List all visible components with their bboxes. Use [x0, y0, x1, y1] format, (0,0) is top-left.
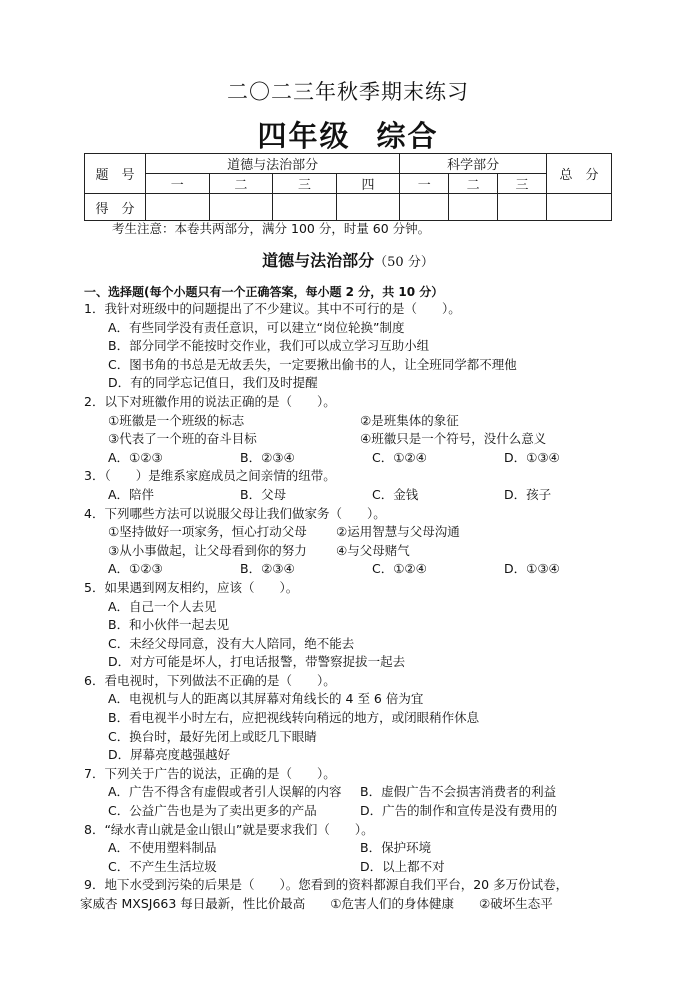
- option-row: [84, 486, 644, 505]
- section-title-text: 道德与法治部分: [262, 251, 375, 270]
- option: B．父母: [240, 486, 287, 502]
- statement: ①班徽是一个班级的标志: [108, 412, 245, 428]
- option: A．①②③: [108, 561, 163, 577]
- subject-label: 综合: [376, 119, 439, 153]
- exam-title: 二〇二三年秋季期末练习: [227, 80, 469, 104]
- statement-row: [84, 542, 644, 561]
- score-col-moral-3: 三: [273, 174, 337, 194]
- notice-label: 考生注意：: [112, 221, 175, 236]
- option: B．②③④: [240, 449, 295, 465]
- score-col-moral-1: 一: [146, 174, 210, 194]
- statement: ①坚持做好一项家务，恒心打动父母: [108, 524, 307, 540]
- option: C．公益广告也是为了卖出更多的产品: [108, 803, 317, 819]
- option: A．自己一个人去见: [108, 598, 217, 614]
- option: B．②③④: [240, 561, 295, 577]
- option-row: [84, 839, 644, 858]
- option: D．对方可能是坏人，打电话报警，带警察捉拔一起去: [108, 654, 406, 670]
- statement: ④班徽只是一个符号，没什么意义: [360, 431, 547, 447]
- question-stem: 8．“绿水青山就是金山银山”就是要求我们（ ）。: [84, 821, 374, 837]
- section-points: （50 分）: [374, 255, 434, 270]
- option: B．看电视半小时左右，应把视线转向稍远的地方，或闭眼稍作休息: [108, 710, 480, 726]
- score-col-moral-4: 四: [336, 174, 400, 194]
- question-stem: 7．下列关于广告的说法，正确的是（ ）。: [84, 765, 336, 781]
- option: C．金钱: [372, 486, 419, 502]
- statement: ③从小事做起，让父母看到你的努力: [108, 542, 307, 558]
- score-col-science-1: 一: [400, 174, 449, 194]
- score-col-science-2: 二: [449, 174, 498, 194]
- option: C．①②④: [372, 561, 427, 577]
- exam-subtitle: [0, 114, 696, 155]
- exam-notice: [112, 219, 430, 237]
- grade-label: 四年级: [257, 119, 351, 153]
- option: B．和小伙伴一起去见: [108, 617, 230, 633]
- option-row: [84, 802, 644, 821]
- option: D．①③④: [504, 449, 560, 465]
- question-continuation: 家威杏 MXSJ663 每日最新，性比价最高 ①危害人们的身体健康 ②破坏生态平: [80, 896, 553, 911]
- option: D．有的同学忘记值日，我们及时提醒: [108, 375, 318, 391]
- question-stem: 3．（ ）是维系家庭成员之间亲情的纽带。: [84, 468, 336, 484]
- score-cell[interactable]: [209, 194, 273, 221]
- score-cell[interactable]: [273, 194, 337, 221]
- question-stem: 2．以下对班徽作用的说法正确的是（ ）。: [84, 393, 336, 409]
- statement: ③代表了一个班的奋斗目标: [108, 431, 257, 447]
- score-cell[interactable]: [498, 194, 547, 221]
- option-row: [84, 449, 644, 468]
- score-cell[interactable]: [400, 194, 449, 221]
- question-stem: 4．下列哪些方法可以说服父母让我们做家务（ ）。: [84, 505, 386, 521]
- score-cell[interactable]: [336, 194, 400, 221]
- notice-text: 本卷共两部分，满分 100 分，时量 60 分钟。: [174, 221, 431, 236]
- option: D．孩子: [504, 486, 552, 502]
- option-row: [84, 783, 644, 802]
- option: C．换台时，最好先闭上或眨几下眼睛: [108, 728, 317, 744]
- statement: ②运用智慧与父母沟通: [336, 524, 460, 540]
- option: A．①②③: [108, 449, 163, 465]
- statement-row: [84, 430, 644, 449]
- option: A．广告不得含有虚假或者引人误解的内容: [108, 784, 342, 800]
- statement: ②是班集体的象征: [360, 412, 459, 428]
- question-stem: 9．地下水受到污染的后果是（ ）。您看到的资料都源自我们平台，20 多万份试卷，: [84, 877, 569, 893]
- score-col-science-3: 三: [498, 174, 547, 194]
- option: B．虚假广告不会损害消费者的利益: [360, 784, 557, 800]
- section-title: [0, 248, 696, 271]
- statement: ④与父母赌气: [336, 542, 410, 558]
- question-stem: 1．我针对班级中的问题提出了不少建议。其中不可行的是（ ）。: [84, 301, 461, 316]
- option: C．图书角的书总是无故丢失，一定要揪出偷书的人，让全班同学都不理他: [108, 356, 517, 372]
- score-table-group-moral: 道德与法治部分: [146, 154, 400, 174]
- score-row-label: 得 分: [85, 194, 146, 221]
- option: C．①②④: [372, 449, 427, 465]
- option: A．电视机与人的距离以其屏幕对角线长的 4 至 6 倍为宜: [108, 691, 424, 707]
- question-stem: 5．如果遇到网友相约，应该（ ）。: [84, 579, 299, 595]
- option: A．有些同学没有责任意识，可以建立“岗位轮换”制度: [108, 319, 405, 335]
- option: B．部分同学不能按时交作业，我们可以成立学习互助小组: [108, 338, 430, 354]
- statement-row: [84, 412, 644, 431]
- score-table-total: 总 分: [547, 154, 612, 194]
- option: B．保护环境: [360, 840, 432, 856]
- option: D．以上都不对: [360, 858, 445, 874]
- score-table-header-label: 题 号: [85, 154, 146, 194]
- option: C．不产生生活垃圾: [108, 858, 217, 874]
- score-table: [84, 153, 612, 221]
- option: D．屏幕亮度越强越好: [108, 747, 231, 763]
- score-cell-total[interactable]: [547, 194, 612, 221]
- option: A．不使用塑料制品: [108, 840, 217, 856]
- score-cell[interactable]: [449, 194, 498, 221]
- option: D．①③④: [504, 561, 560, 577]
- score-col-moral-2: 二: [209, 174, 273, 194]
- question-stem: 6．看电视时，下列做法不正确的是（ ）。: [84, 672, 336, 688]
- option: C．未经父母同意，没有大人陪同，绝不能去: [108, 635, 355, 651]
- option-row: [84, 560, 644, 579]
- option: D．广告的制作和宣传是没有费用的: [360, 803, 558, 819]
- score-table-group-science: 科学部分: [400, 154, 547, 174]
- score-cell[interactable]: [146, 194, 210, 221]
- option-row: [84, 858, 644, 877]
- statement-row: [84, 523, 644, 542]
- option: A．陪伴: [108, 486, 155, 502]
- part-heading: 一、选择题(每个小题只有一个正确答案，每小题 2 分，共 10 分）: [84, 285, 444, 299]
- question-list: [80, 300, 644, 914]
